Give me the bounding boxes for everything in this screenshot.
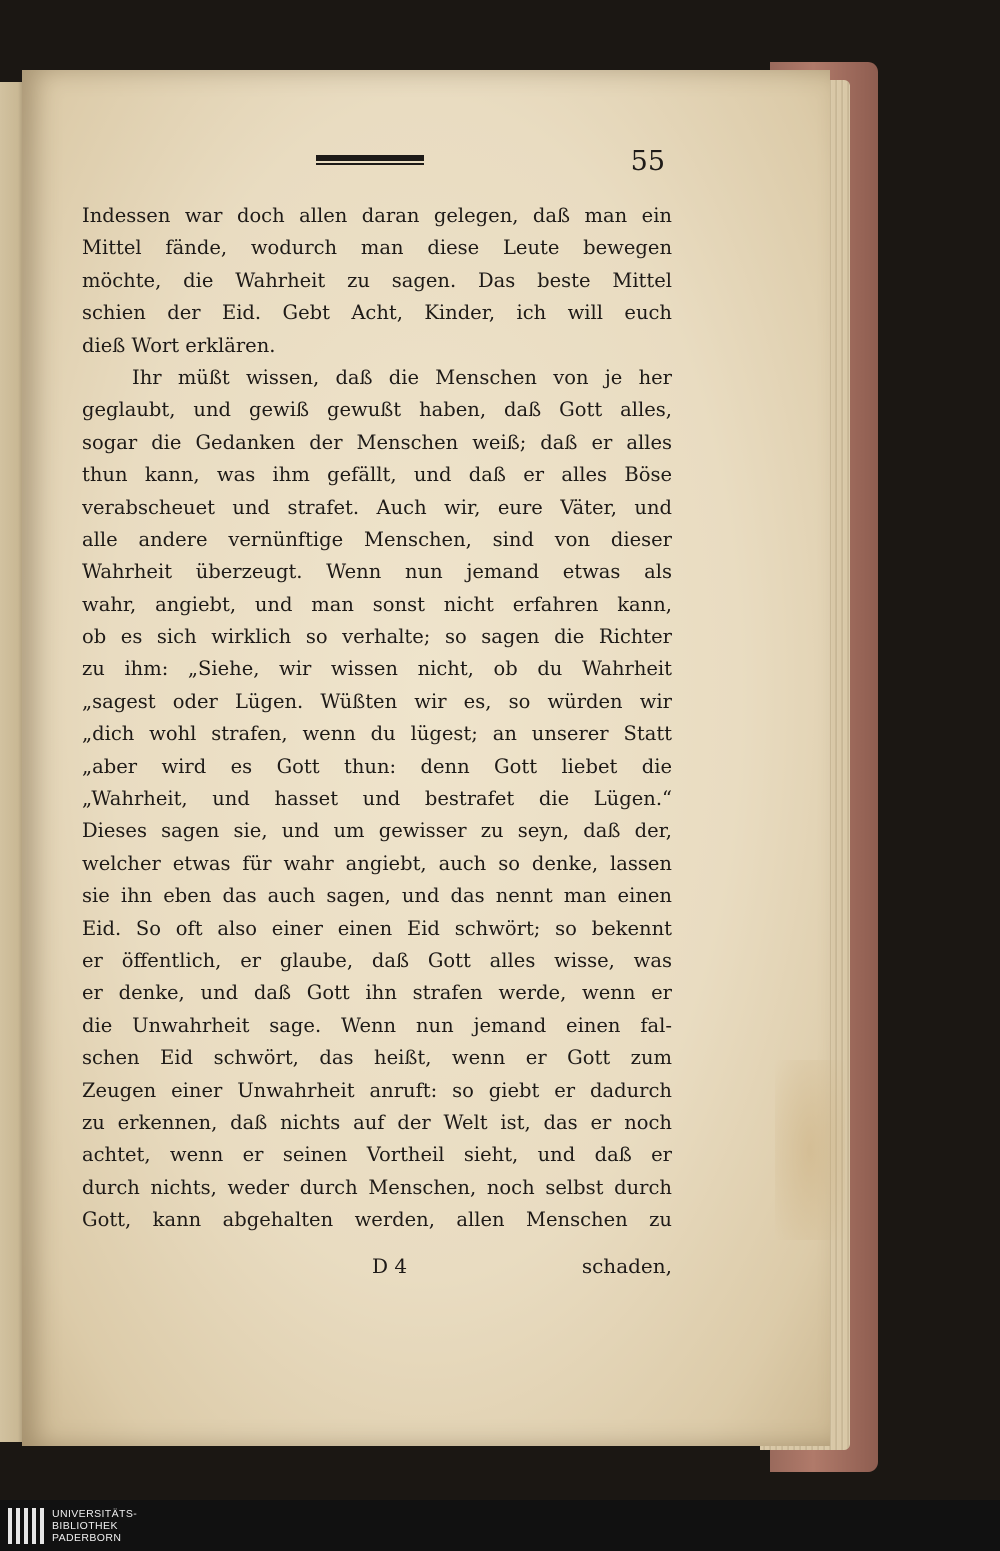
body-text	[82, 200, 672, 1237]
text-line: sogar die Gedanken der Menschen weiß; daß er alles	[82, 430, 672, 454]
text-line: Wahrheit überzeugt. Wenn nun jemand etwas als	[82, 560, 672, 584]
text-line: schen Eid schwört, das heißt, wenn er Gott zum	[82, 1046, 672, 1070]
header-rule	[316, 155, 424, 165]
library-name-line: UNIVERSITÄTS-	[52, 1508, 138, 1520]
text-line: Gott, kann abgehalten werden, allen Menschen zu	[82, 1208, 672, 1232]
text-line: zu ihm: „Siehe, wir wissen nicht, ob du Wahrheit	[82, 657, 672, 681]
text-line: Eid. So oft also einer einen Eid schwört; so bekennt	[82, 916, 672, 940]
page-footer	[82, 1254, 672, 1290]
text-line: sie ihn eben das auch sagen, und das nennt man einen	[82, 884, 672, 908]
library-footer-bar	[0, 1500, 1000, 1551]
text-line: „dich wohl strafen, wenn du lügest; an unserer Statt	[82, 722, 672, 746]
text-line: wahr, angiebt, und man sonst nicht erfahren kann,	[82, 592, 672, 616]
text-line: dieß Wort erklären.	[82, 333, 276, 357]
paper-stain	[775, 1060, 845, 1240]
text-line: Ihr müßt wissen, daß die Menschen von je her	[132, 365, 672, 389]
library-logo-icon	[8, 1508, 44, 1544]
text-line: geglaubt, und gewiß gewußt haben, daß Gott alles,	[82, 398, 672, 422]
text-line: „aber wird es Gott thun: denn Gott liebet die	[82, 754, 672, 778]
library-name	[52, 1508, 137, 1544]
text-line: schien der Eid. Gebt Acht, Kinder, ich will euch	[82, 301, 672, 325]
text-line: thun kann, was ihm gefällt, und daß er alles Böse	[82, 463, 672, 487]
library-name-line: PADERBORN	[52, 1532, 122, 1544]
text-line: die Unwahrheit sage. Wenn nun jemand einen fal-	[82, 1013, 672, 1037]
text-line: er denke, und daß Gott ihn strafen werde, wenn er	[82, 981, 672, 1005]
text-line: zu erkennen, daß nichts auf der Welt ist, das er noch	[82, 1110, 672, 1134]
text-line: achtet, wenn er seinen Vortheil sieht, und daß er	[82, 1143, 672, 1167]
text-line: Zeugen einer Unwahrheit anruft: so giebt er dadurch	[82, 1078, 672, 1102]
text-line: durch nichts, weder durch Menschen, noch selbst durch	[82, 1175, 672, 1199]
library-name-line: BIBLIOTHEK	[52, 1520, 118, 1532]
text-line: er öffentlich, er glaube, daß Gott alles wisse, was	[82, 948, 672, 972]
text-line: alle andere vernünftige Menschen, sind von dieser	[82, 527, 672, 551]
page-number: 55	[630, 146, 665, 177]
text-line: Mittel fände, wodurch man diese Leute bewegen	[82, 236, 672, 260]
text-line: welcher etwas für wahr angiebt, auch so denke, lassen	[82, 851, 672, 875]
text-line: ob es sich wirklich so verhalte; so sagen die Richter	[82, 625, 672, 649]
text-line: „Wahrheit, und hasset und bestrafet die Lügen.“	[82, 787, 672, 811]
text-line: „sagest oder Lügen. Wüßten wir es, so würden wir	[82, 689, 672, 713]
text-line: möchte, die Wahrheit zu sagen. Das beste Mittel	[82, 268, 672, 292]
catchword: schaden,	[581, 1254, 672, 1278]
text-line: Indessen war doch allen daran gelegen, daß man ein	[82, 204, 672, 227]
signature-mark: D 4	[372, 1254, 408, 1278]
text-line: Dieses sagen sie, und um gewisser zu seyn, daß der,	[82, 819, 672, 843]
text-line: verabscheuet und strafet. Auch wir, eure Väter, und	[82, 495, 672, 519]
